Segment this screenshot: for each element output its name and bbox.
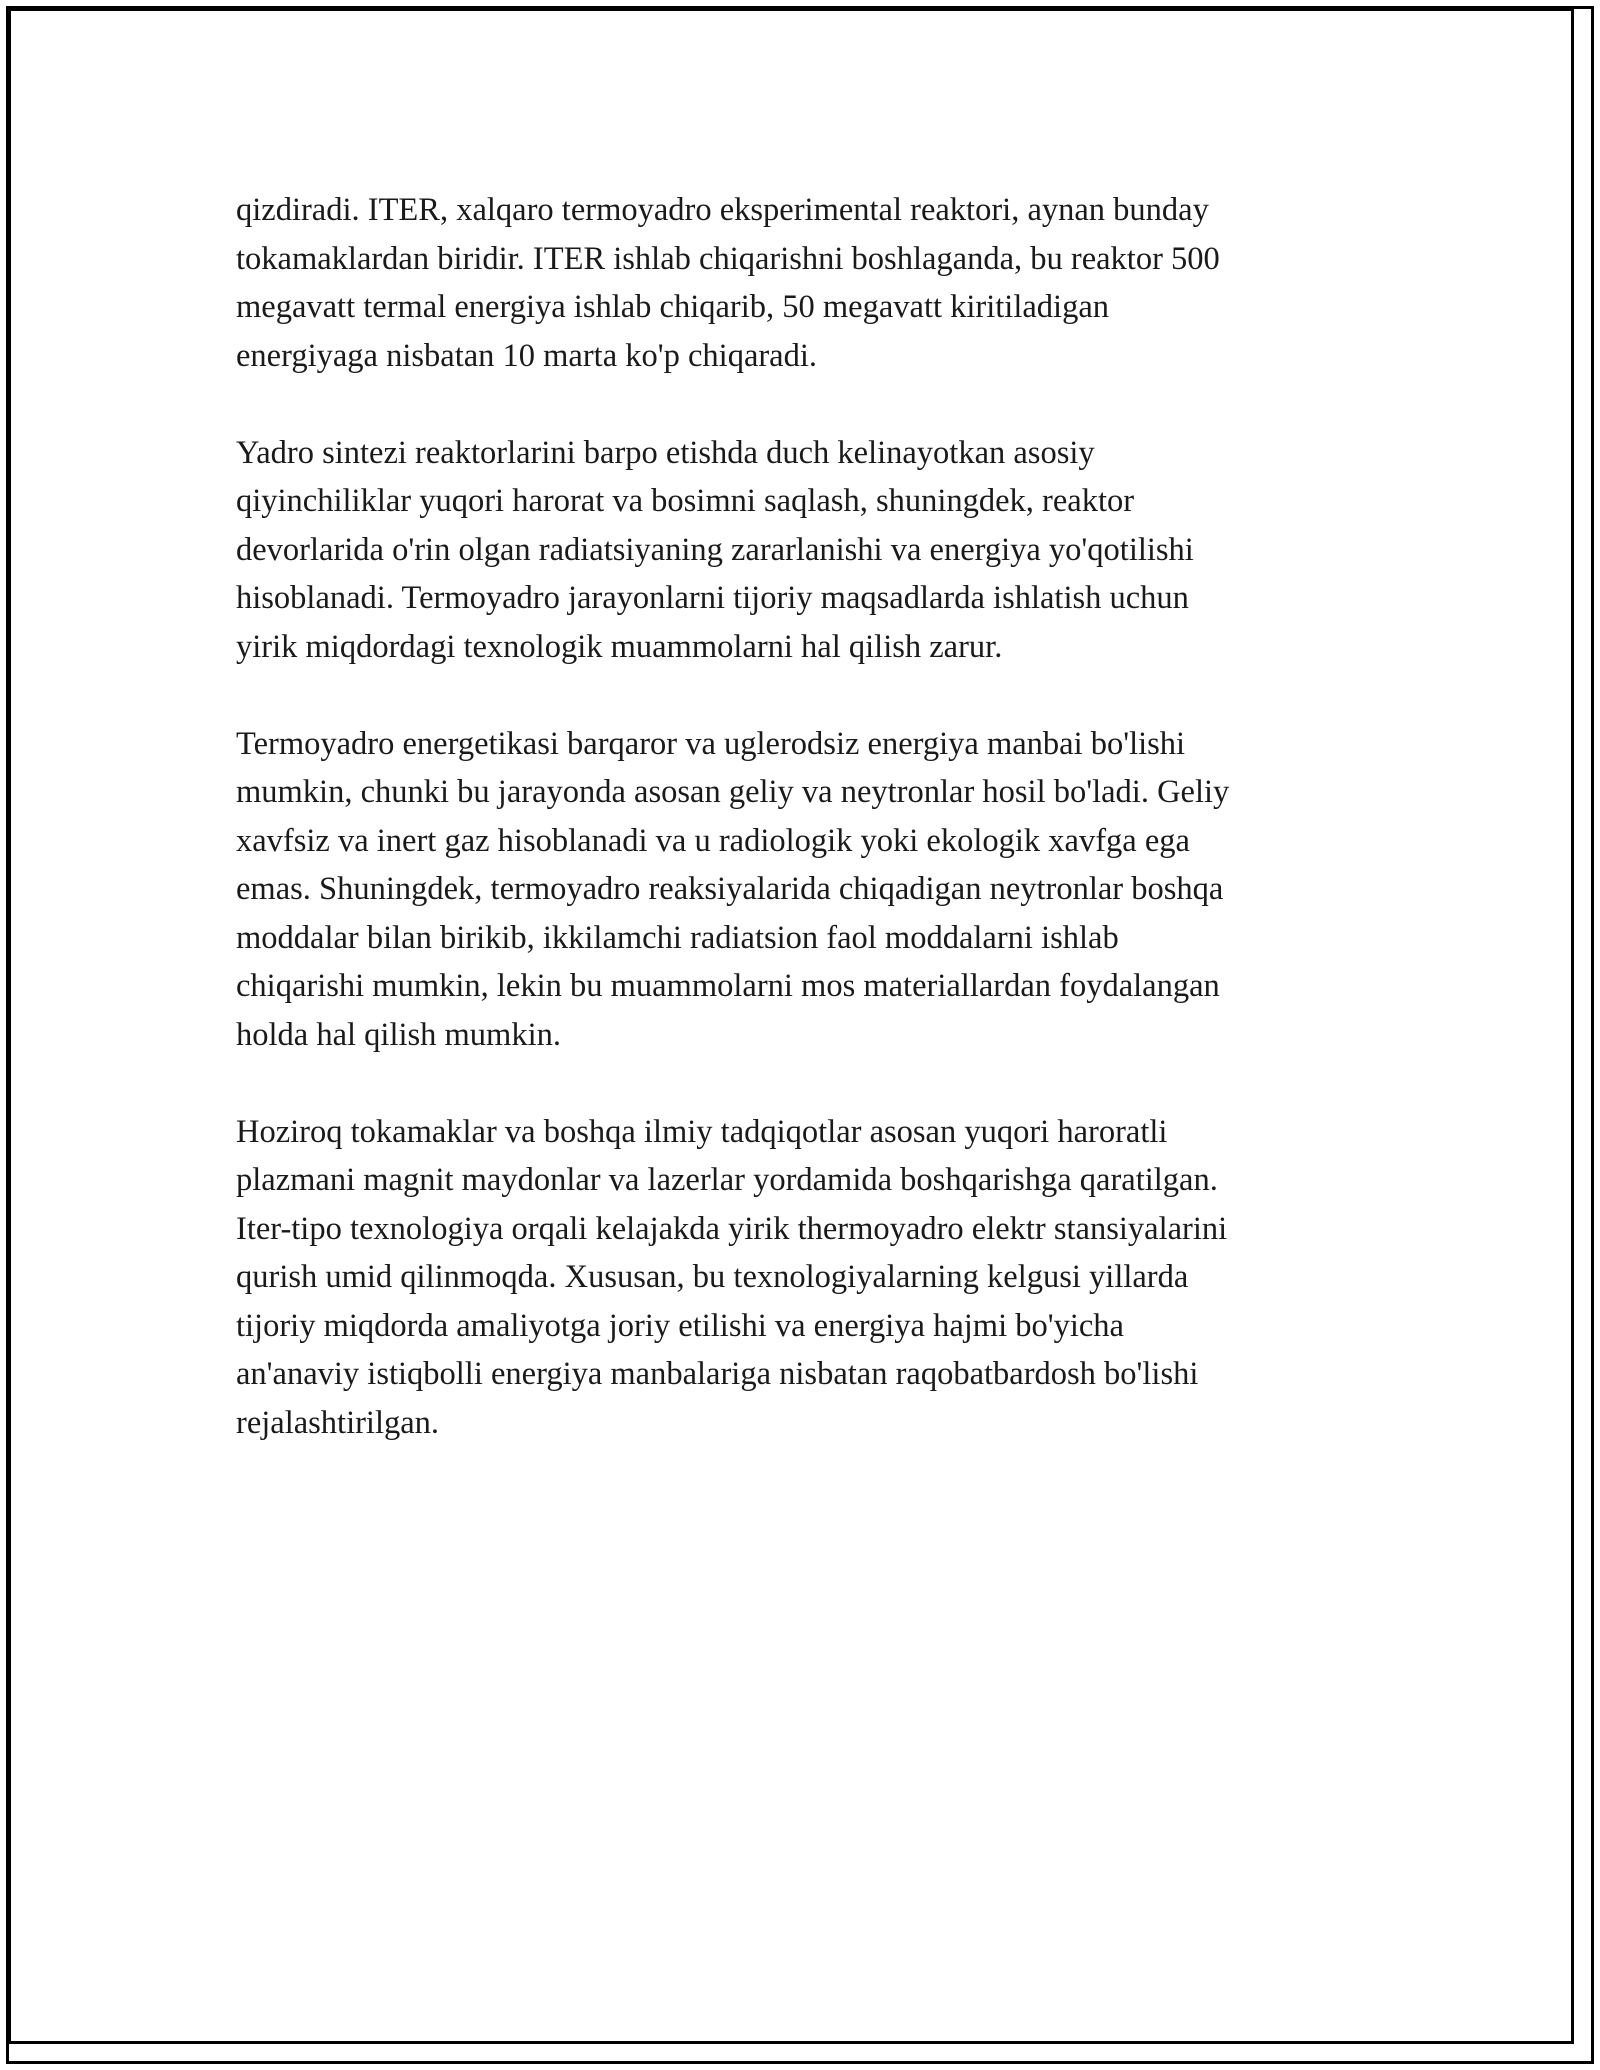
paragraph-sustainability: Termoyadro energetikasi barqaror va uglerodsiz energiya manbai bo'lishi mumkin, chunki bu jarayonda asosan geliy va neytronlar hosil bo'ladi. Geliy xavfsiz va inert gaz hisoblanadi va u radiologik yoki ekologik xavfga ega emas. Shuningdek, termoyadro reaksiyalarida chiqadigan neytronlar boshqa moddalar bilan birikib, ikkilamchi radiatsion faol moddalarni ishlab chiqarishi mumkin, lekin bu muammolarni mos materiallardan foydalangan holda hal qilish mumkin. bbox=[236, 725, 1230, 1053]
paragraph-research: Hoziroq tokamaklar va boshqa ilmiy tadqiqotlar asosan yuqori haroratli plazmani magnit maydonlar va lazerlar yordamida boshqarishga qaratilgan. Iter-tipo texnologiya orqali kelajakda yirik thermoyadro elektr stansiyalarini qurish umid qilinmoqda. Xususan, bu texnologiyalarning kelgusi yillarda tijoriy miqdorda amaliyotga joriy etilishi va energiya hajmi bo'yicha an'anaviy istiqbolli energiya manbalariga nisbatan raqobatbardosh bo'lishi rejalashtirilgan. bbox=[236, 1113, 1228, 1441]
paragraph-iter: qizdiradi. ITER, xalqaro termoyadro eksperimental reaktori, aynan bunday tokamaklardan biridir. ITER ishlab chiqarishni boshlaganda, bu reaktor 500 megavatt termal energiya ishlab chiqarib, 50 megavatt kiritiladigan energiyaga nisbatan 10 marta ko'p chiqaradi. bbox=[236, 192, 1220, 374]
document-body bbox=[236, 186, 1366, 1496]
paragraph-challenges: Yadro sintezi reaktorlarini barpo etishda duch kelinayotkan asosiy qiyinchiliklar yuqori harorat va bosimni saqlash, shuningdek, reaktor devorlarida o'rin olgan radiatsiyaning zararlanishi va energiya yo'qotilishi hisoblanadi. Termoyadro jarayonlarni tijoriy maqsadlarda ishlatish uchun yirik miqdordagi texnologik muammolarni hal qilish zarur. bbox=[236, 434, 1194, 665]
